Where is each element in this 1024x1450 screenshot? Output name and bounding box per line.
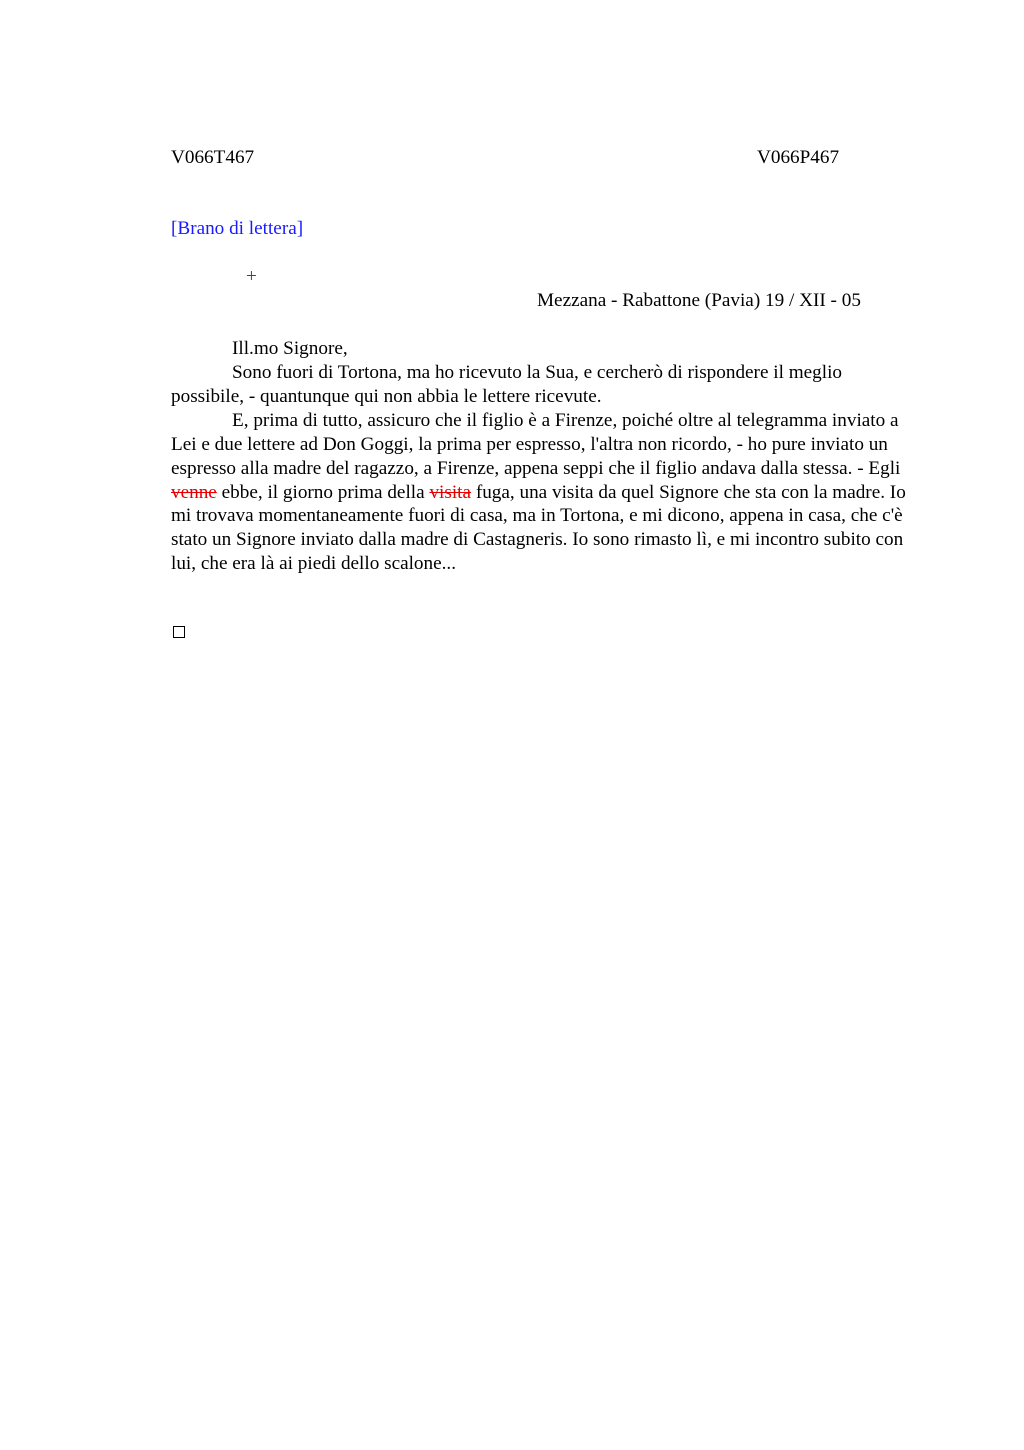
paragraph-2-part-3: fuga, una visita da quel Signore che sta con la madre. Io mi trovava momentaneamente fuori di casa, ma in Tortona, e mi dicono, appena in casa, che c'è stato un Signore inviato dalla madre di Castagneris. Io sono rimasto lì, e mi incontro subito con lui, che era là ai piedi dello scalone... [171, 481, 906, 575]
section-heading: [Brano di lettera] [171, 218, 304, 239]
document-code-right: V066P467 [757, 147, 840, 168]
document-code-left: V066T467 [171, 147, 255, 168]
deleted-word-visita: visita [429, 481, 472, 503]
deleted-word-venne: venne [171, 481, 217, 503]
paragraph-2 [171, 409, 916, 576]
paragraph-2-part-2: ebbe, il giorno prima della [216, 481, 430, 503]
paragraph-2-part-1: E, prima di tutto, assicuro che il figlio è a Firenze, poiché oltre al telegramma inviato a Lei e due lettere ad Don Goggi, la prima per espresso, l'altra non ricordo, - ho pure inviato un espresso alla madre del ragazzo, a Firenze, appena seppi che il figlio andava dalla stessa. - Egli [171, 409, 901, 479]
letter-body [171, 361, 916, 576]
salutation: Ill.mo Signore, [232, 338, 348, 359]
empty-square-icon [173, 626, 185, 638]
place-date-line: Mezzana - Rabattone (Pavia) 19 / XII - 05 [537, 290, 861, 311]
paragraph-1: Sono fuori di Tortona, ma ho ricevuto la Sua, e cercherò di rispondere il meglio possibile, - quantunque qui non abbia le lettere ricevute. [171, 362, 843, 407]
cross-mark: + [246, 266, 257, 287]
